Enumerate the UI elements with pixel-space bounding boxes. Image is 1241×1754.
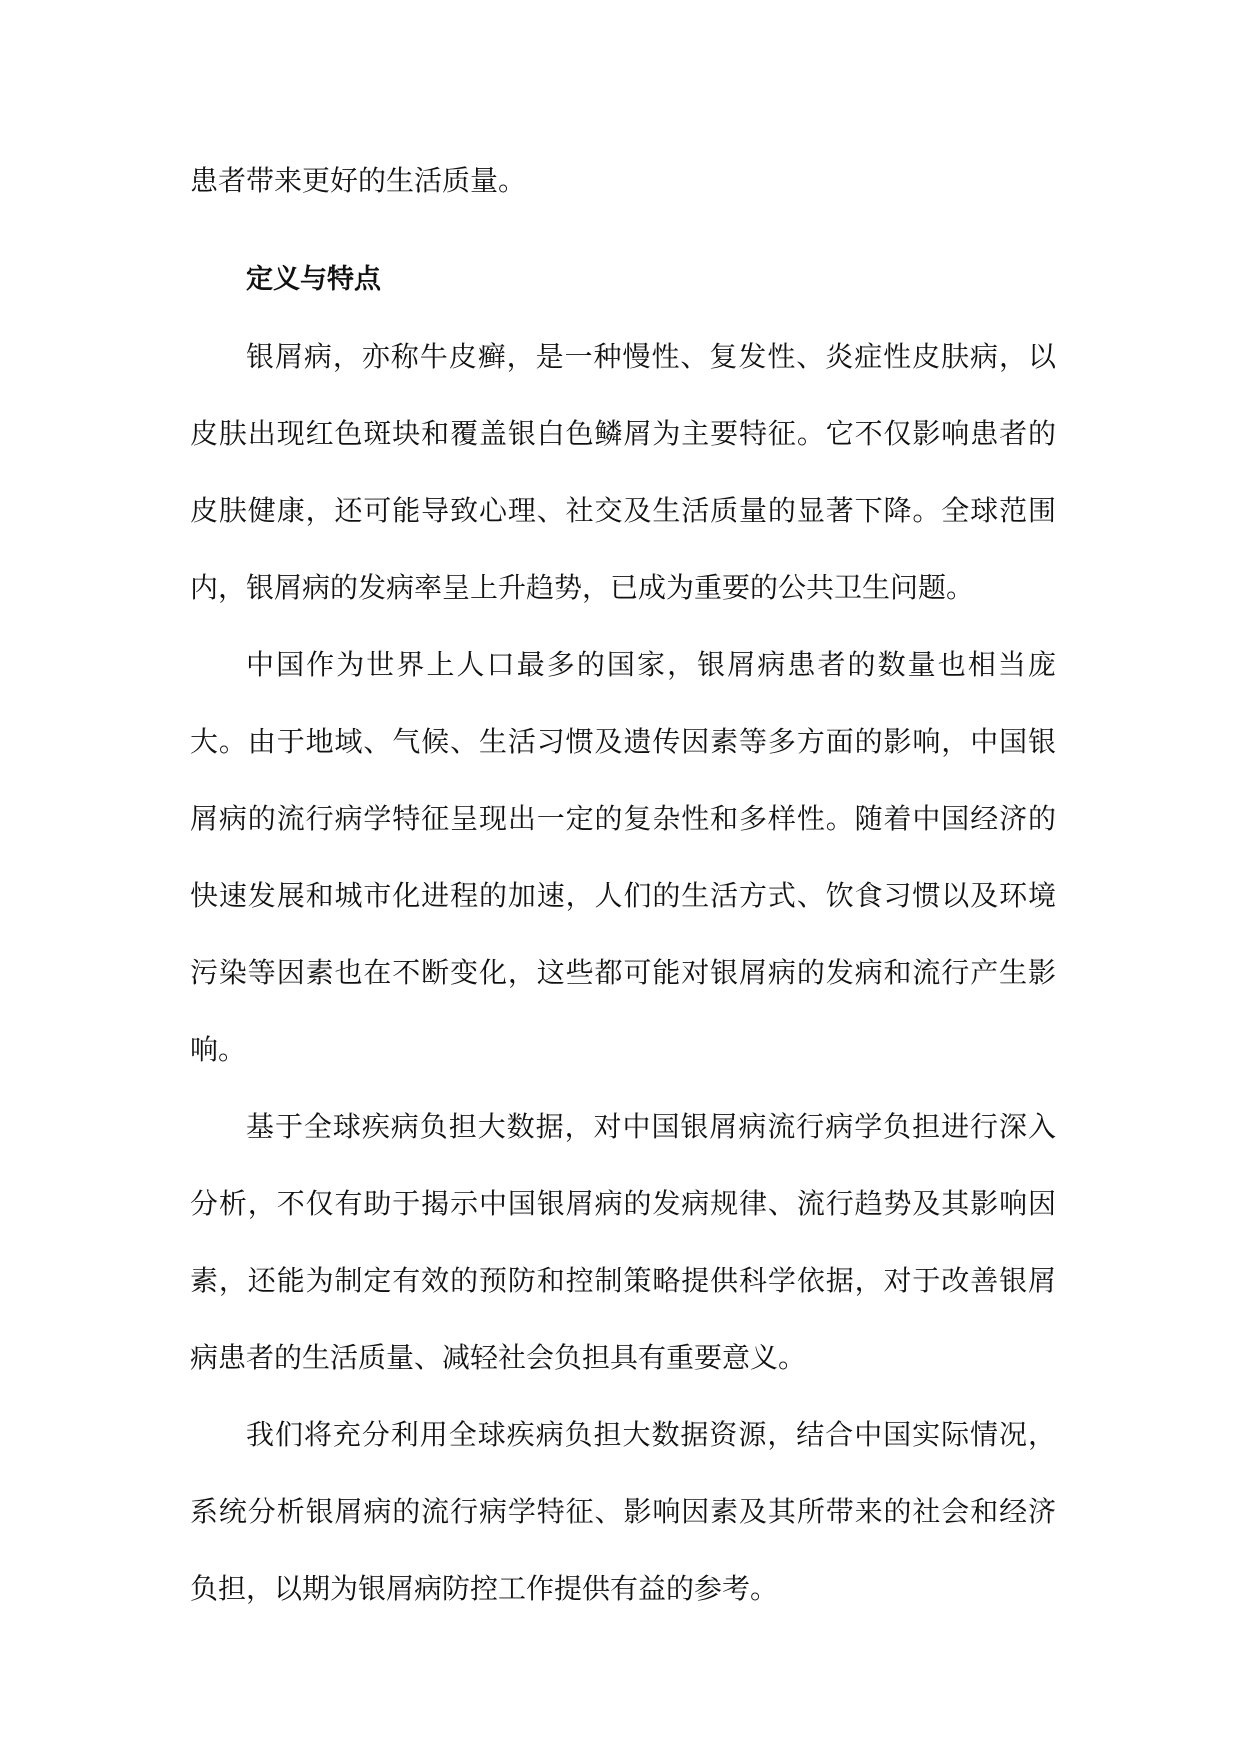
document-body xyxy=(190,142,1056,1627)
paragraph-3: 基于全球疾病负担大数据，对中国银屑病流行病学负担进行深入分析，不仅有助于揭示中国银屑病的发病规律、流行趋势及其影响因素，还能为制定有效的预防和控制策略提供科学依据，对于改善银屑病患者的生活质量、减轻社会负担具有重要意义。 xyxy=(190,1110,1056,1374)
paragraph-1: 银屑病，亦称牛皮癣，是一种慢性、复发性、炎症性皮肤病，以皮肤出现红色斑块和覆盖银白色鳞屑为主要特征。它不仅影响患者的皮肤健康，还可能导致心理、社交及生活质量的显著下降。全球范围内，银屑病的发病率呈上升趋势，已成为重要的公共卫生问题。 xyxy=(190,340,1056,604)
paragraph-2: 中国作为世界上人口最多的国家，银屑病患者的数量也相当庞大。由于地域、气候、生活习惯及遗传因素等多方面的影响，中国银屑病的流行病学特征呈现出一定的复杂性和多样性。随着中国经济的快速发展和城市化进程的加速，人们的生活方式、饮食习惯以及环境污染等因素也在不断变化，这些都可能对银屑病的发病和流行产生影响。 xyxy=(190,648,1056,1066)
paragraph-4: 我们将充分利用全球疾病负担大数据资源，结合中国实际情况，系统分析银屑病的流行病学特征、影响因素及其所带来的社会和经济负担，以期为银屑病防控工作提供有益的参考。 xyxy=(190,1418,1056,1605)
continued-paragraph: 患者带来更好的生活质量。 xyxy=(190,164,527,197)
section-heading: 定义与特点 xyxy=(246,264,381,295)
